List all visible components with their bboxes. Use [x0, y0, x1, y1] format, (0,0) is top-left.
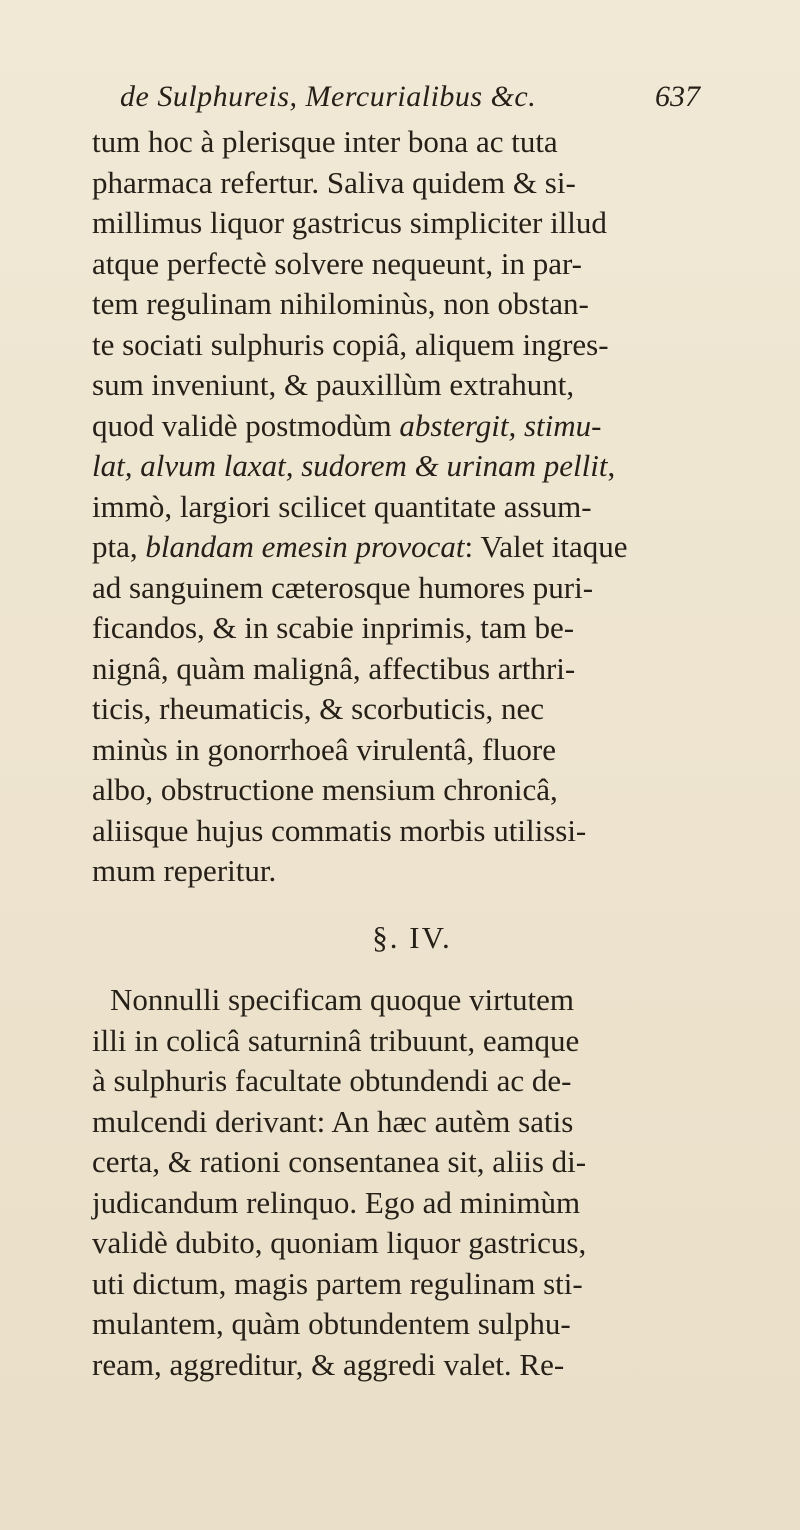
text-line: [92, 122, 732, 163]
text-line: [92, 446, 732, 487]
text-line: [92, 284, 732, 325]
text-line: validè dubito, quoniam liquor gastricus,: [92, 1225, 587, 1260]
text-line: [92, 203, 732, 244]
text-segment: albo, obstructione mensium chronicâ,: [92, 772, 558, 807]
text-line: [92, 811, 732, 852]
text-segment: millimus liquor gastricus simpliciter illud: [92, 205, 607, 240]
text-line: [92, 163, 732, 204]
text-line: [92, 487, 732, 528]
text-line: uti dictum, magis partem regulinam sti-: [92, 1265, 583, 1301]
text-segment: quod validè postmodùm: [92, 407, 400, 443]
italic-segment: abstergit, stimu-: [399, 407, 602, 443]
text-segment: atque perfectè solvere nequeunt, in par-: [92, 245, 582, 281]
text-segment: ticis, rheumaticis, & scorbuticis, nec: [92, 691, 544, 726]
text-line: illi in colicâ saturninâ tribuunt, eamque: [92, 1022, 580, 1058]
text-segment: ficandos, & in scabie inprimis, tam be-: [92, 610, 575, 645]
text-line: [92, 770, 732, 811]
text-segment: tum hoc à plerisque inter bona ac tuta: [92, 124, 558, 159]
text-segment: ,: [607, 448, 616, 483]
text-segment: pta,: [92, 529, 146, 564]
text-line: [92, 689, 732, 730]
text-line: [92, 851, 732, 892]
text-segment: tem regulinam nihilominùs, non obstan-: [92, 286, 589, 321]
text-line: [92, 325, 732, 366]
text-segment: mum reperitur.: [92, 853, 277, 888]
italic-segment: blandam emesin provocat: [145, 529, 465, 564]
paragraph-1: [92, 122, 732, 892]
text-line: [92, 244, 732, 285]
section-heading: §. IV.: [372, 919, 452, 955]
text-segment: te sociati sulphuris copiâ, aliquem ingres-: [92, 326, 609, 362]
text-line: [92, 365, 732, 406]
italic-segment: lat, alvum laxat, sudorem & urinam pellit: [92, 448, 608, 483]
text-line: certa, & rationi consentanea sit, aliis di-: [92, 1144, 587, 1179]
text-line: judicandum relinquo. Ego ad minimùm: [92, 1184, 581, 1220]
text-segment: minùs in gonorrhoeâ virulentâ, fluore: [92, 731, 557, 767]
text-line: mulantem, quàm obtundentem sulphu-: [92, 1306, 571, 1341]
text-line: [92, 527, 732, 568]
text-line: [92, 730, 732, 771]
text-segment: sum inveniunt, & pauxillùm extrahunt,: [92, 367, 575, 402]
text-line: [92, 568, 732, 609]
running-head: de Sulphureis, Mercurialibus &c.: [120, 80, 537, 113]
page-number: 637: [655, 80, 700, 113]
text-line: [92, 649, 732, 690]
body-text: [92, 122, 732, 1385]
text-line: à sulphuris facultate obtundendi ac de-: [92, 1063, 572, 1098]
text-line: ream, aggreditur, & aggredi valet. Re-: [92, 1346, 565, 1382]
text-line: [92, 406, 732, 447]
text-segment: ad sanguinem cæterosque humores puri-: [92, 569, 594, 605]
text-line: Nonnulli specificam quoque virtutem: [110, 982, 575, 1017]
text-segment: immò, largiori scilicet quantitate assum-: [92, 488, 592, 524]
text-line: [92, 608, 732, 649]
text-segment: : Valet itaque: [464, 529, 628, 564]
text-segment: aliisque hujus commatis morbis utilissi-: [92, 812, 587, 848]
text-segment: pharmaca refertur. Saliva quidem & si-: [92, 164, 576, 200]
text-line: mulcendi derivant: An hæc autèm satis: [92, 1103, 574, 1139]
text-segment: nignâ, quàm malignâ, affectibus arthri-: [92, 650, 576, 686]
paragraph-2: [92, 980, 732, 1385]
